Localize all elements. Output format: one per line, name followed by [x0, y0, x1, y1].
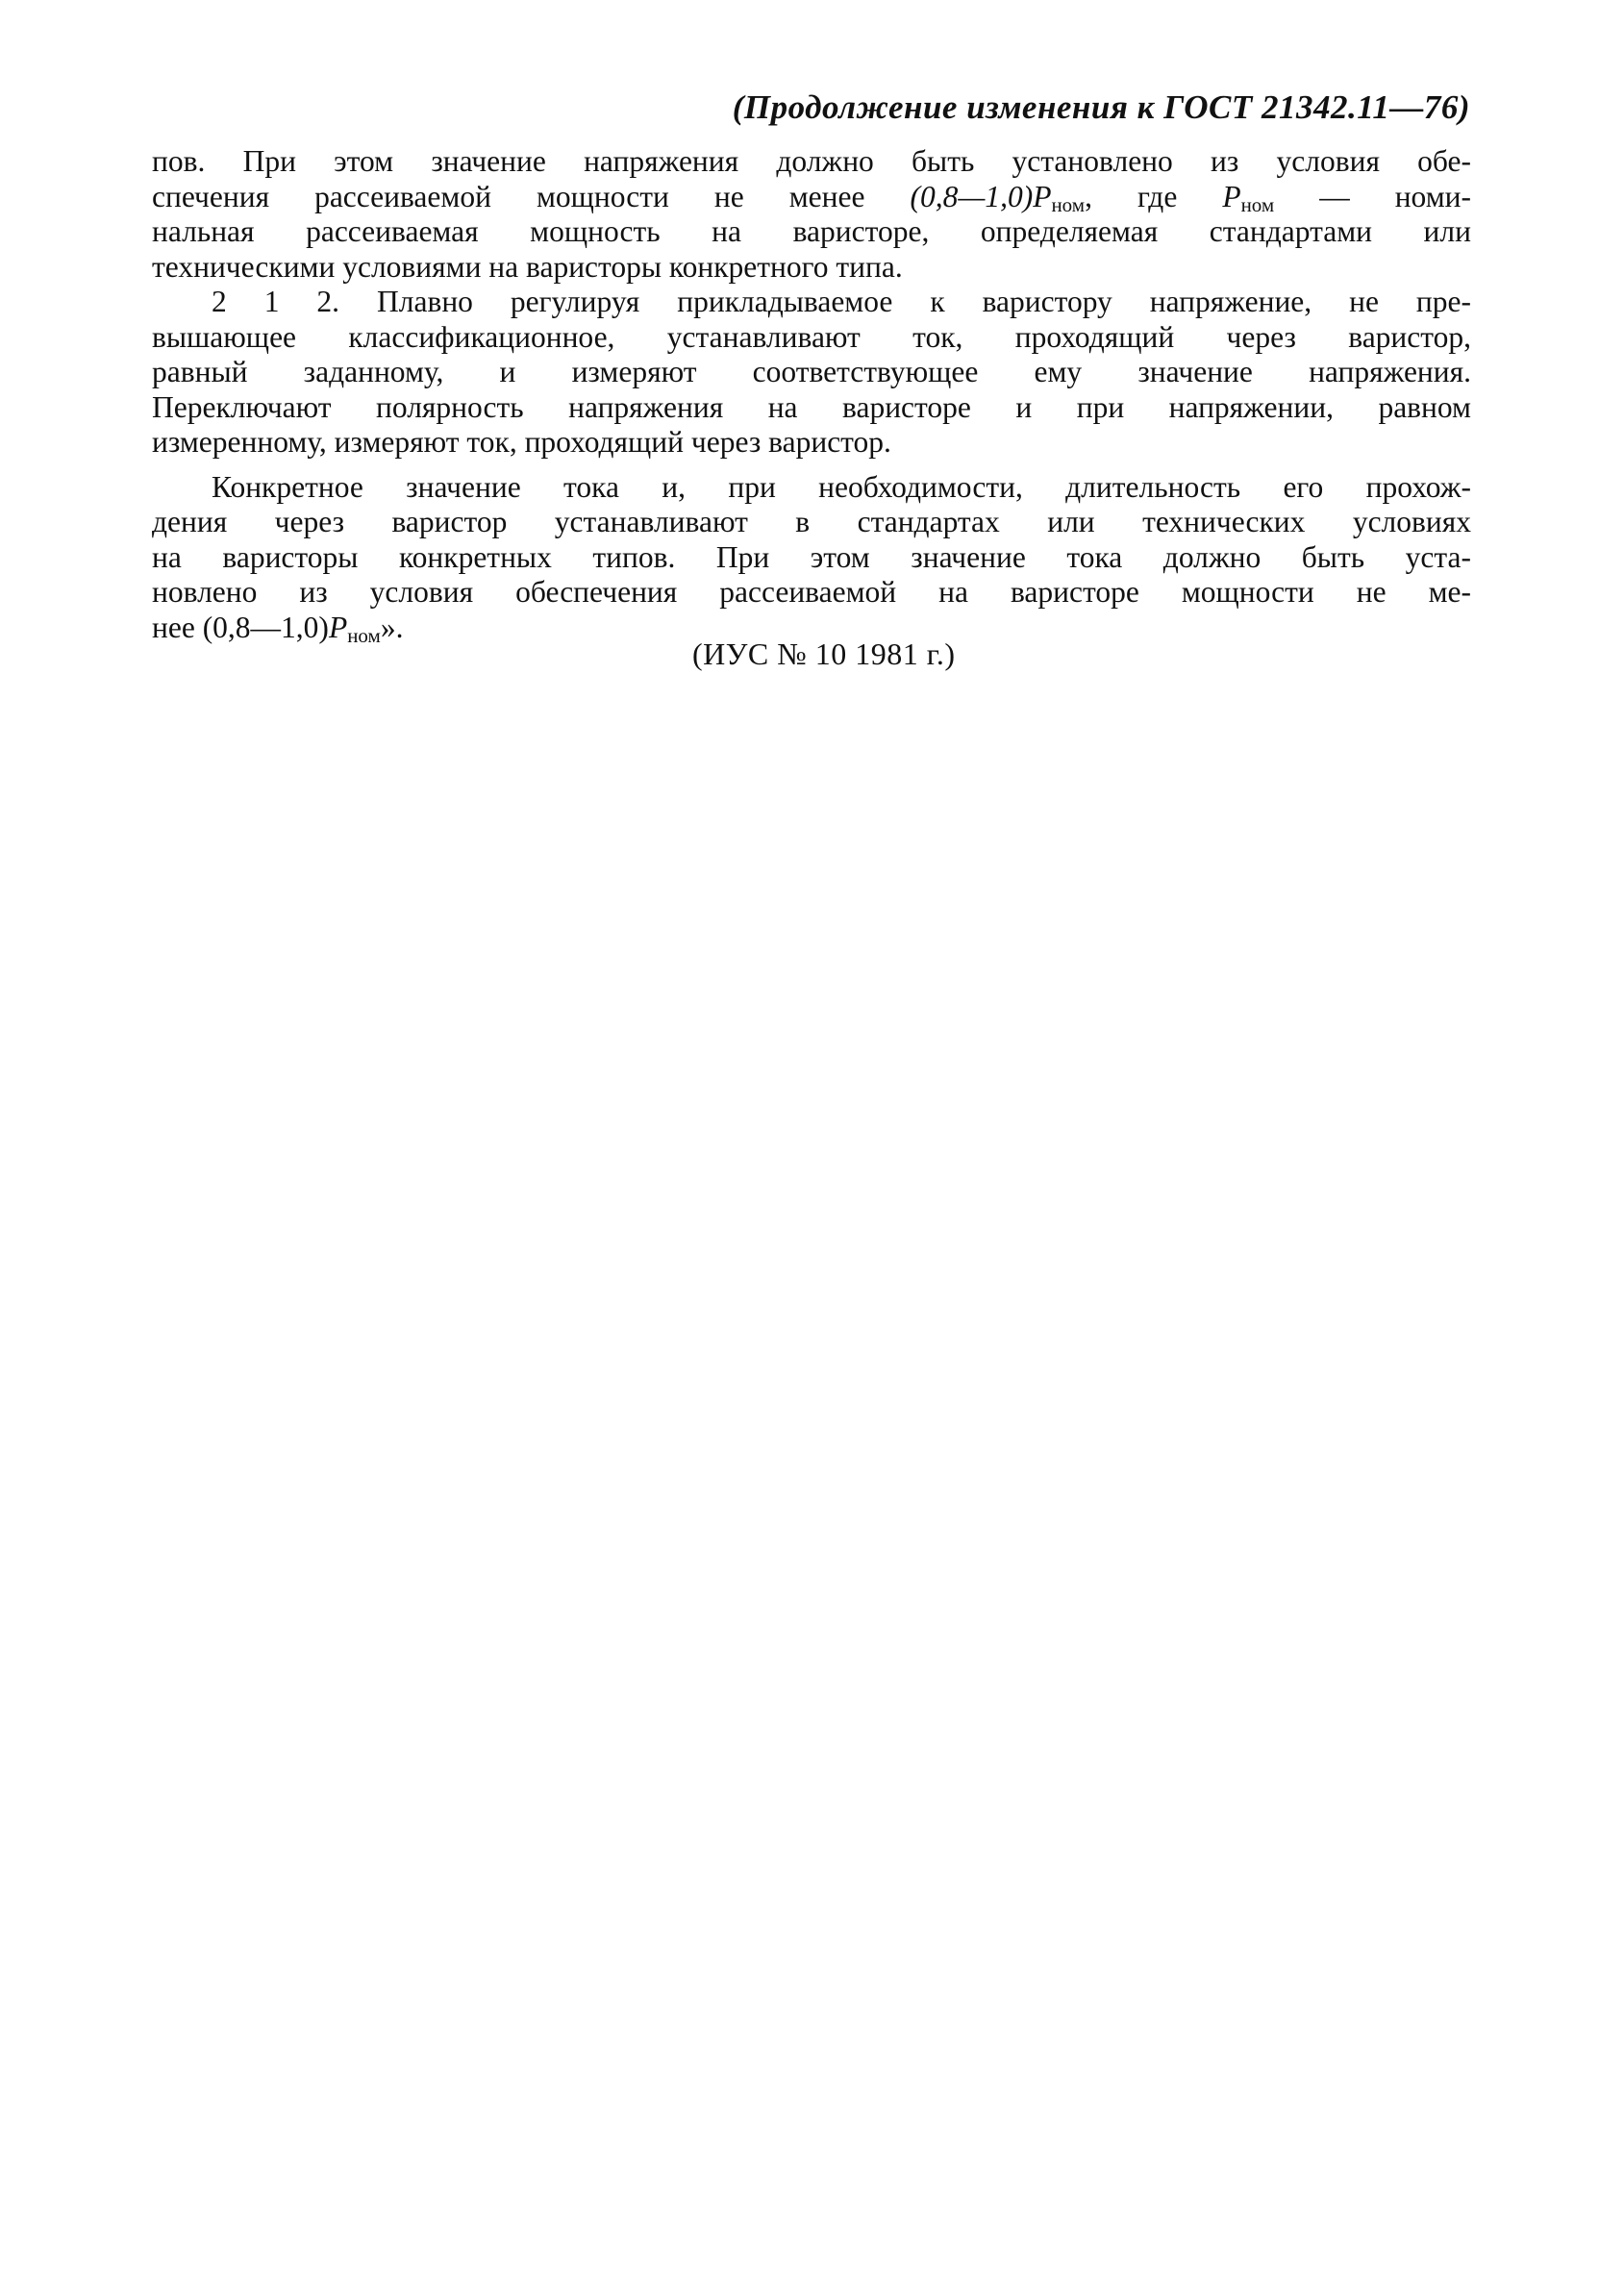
formula: [910, 179, 1086, 216]
text-line: на варисторы конкретных типов. При этом значение тока должно быть уста-: [152, 539, 1471, 574]
text-line: измеренному, измеряют ток, проходящий через варистор.: [152, 425, 891, 459]
text-line: дения через варистор устанавливают в стандартах или технических условиях: [152, 505, 1471, 538]
formula-text: P: [328, 610, 348, 644]
text-fragment: ».: [380, 610, 404, 644]
paragraph-gap: [152, 461, 1471, 470]
formula-text: (0,8—1,0)P: [910, 179, 1052, 213]
text-fragment: — номи-: [1319, 179, 1471, 213]
formula-subscript: ном: [1051, 192, 1086, 216]
text-line: пов. При этом значение напряжения должно быть установлено из условия обе-: [152, 144, 1471, 178]
text-line: новлено из условия обеспечения рассеиваемой на варисторе мощности не ме-: [152, 575, 1471, 609]
paragraph-2: [152, 285, 1471, 461]
paragraph-1: [152, 144, 1471, 285]
formula-text: P: [1222, 179, 1241, 213]
text-line: 2 1 2. Плавно регулируя прикладываемое к варистору напряжение, не пре-: [212, 285, 1471, 318]
text-line: вышающее классификационное, устанавливают ток, проходящий через варистор,: [152, 319, 1471, 354]
formula-subscript: ном: [1240, 192, 1275, 216]
text-line: нальная рассеиваемая мощность на варисторе, определяемая стандартами или: [152, 214, 1471, 248]
page-header: (Продолжение изменения к ГОСТ 21342.11—76): [732, 88, 1470, 126]
text-line: Переключают полярность напряжения на варисторе и при напряжении, равном: [152, 389, 1471, 424]
paragraph-3: [152, 470, 1471, 646]
text-line: Конкретное значение тока и, при необходимости, длительность его прохож-: [212, 469, 1471, 504]
document-body: [152, 144, 1471, 645]
amendment-reference: (ИУС № 10 1981 г.): [692, 636, 956, 671]
text-fragment: , где: [1085, 179, 1178, 213]
text-line: равный заданному, и измеряют соответствующее ему значение напряжения.: [152, 355, 1471, 388]
formula-symbol: [1222, 179, 1275, 216]
formula-subscript: ном: [347, 623, 381, 647]
text-line: техническими условиями на варисторы конкретного типа.: [152, 249, 903, 284]
text-line-with-formula: [152, 180, 1471, 215]
formula-symbol: [328, 610, 381, 647]
text-fragment: нее (0,8—1,0): [152, 610, 329, 644]
text-fragment: спечения рассеиваемой мощности не менее: [152, 179, 865, 213]
